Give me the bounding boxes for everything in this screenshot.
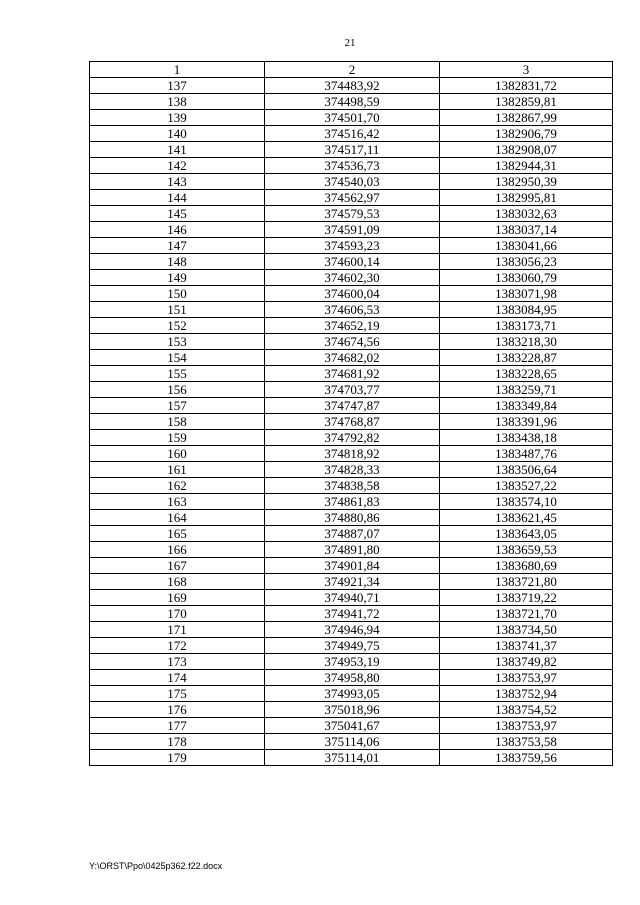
table-row xyxy=(90,254,613,270)
table-cell-col-2: 374540,03 xyxy=(265,174,440,190)
table-cell-col-3: 1383084,95 xyxy=(440,302,613,318)
table-row xyxy=(90,286,613,302)
table-cell-col-1: 145 xyxy=(90,206,265,222)
table-cell-col-3: 1382908,07 xyxy=(440,142,613,158)
table-cell-col-2: 375041,67 xyxy=(265,718,440,734)
table-cell-col-2: 374861,83 xyxy=(265,494,440,510)
table-header-row xyxy=(90,62,613,78)
table-cell-col-1: 174 xyxy=(90,670,265,686)
table-cell-col-3: 1383259,71 xyxy=(440,382,613,398)
table-cell-col-1: 156 xyxy=(90,382,265,398)
table-row xyxy=(90,494,613,510)
table-cell-col-1: 152 xyxy=(90,318,265,334)
table-cell-col-3: 1383506,64 xyxy=(440,462,613,478)
table-cell-col-2: 374682,02 xyxy=(265,350,440,366)
table-row xyxy=(90,702,613,718)
table-cell-col-3: 1383753,97 xyxy=(440,718,613,734)
table-row xyxy=(90,350,613,366)
table-cell-col-3: 1383032,63 xyxy=(440,206,613,222)
table-row xyxy=(90,302,613,318)
table-row xyxy=(90,206,613,222)
table-row xyxy=(90,190,613,206)
table-cell-col-1: 158 xyxy=(90,414,265,430)
coordinates-table xyxy=(89,61,613,766)
table-cell-col-1: 172 xyxy=(90,638,265,654)
table-cell-col-1: 177 xyxy=(90,718,265,734)
table-cell-col-3: 1383041,66 xyxy=(440,238,613,254)
table-cell-col-2: 375114,06 xyxy=(265,734,440,750)
table-row xyxy=(90,590,613,606)
table-cell-col-3: 1383218,30 xyxy=(440,334,613,350)
table-cell-col-3: 1383753,97 xyxy=(440,670,613,686)
table-cell-col-2: 374792,82 xyxy=(265,430,440,446)
table-cell-col-3: 1383438,18 xyxy=(440,430,613,446)
table-row xyxy=(90,222,613,238)
table-cell-col-1: 139 xyxy=(90,110,265,126)
table-cell-col-1: 167 xyxy=(90,558,265,574)
table-cell-col-2: 374768,87 xyxy=(265,414,440,430)
table-cell-col-3: 1383752,94 xyxy=(440,686,613,702)
table-cell-col-2: 374921,34 xyxy=(265,574,440,590)
table-cell-col-2: 374483,92 xyxy=(265,78,440,94)
table-cell-col-3: 1383759,56 xyxy=(440,750,613,766)
table-row xyxy=(90,366,613,382)
table-row xyxy=(90,174,613,190)
table-cell-col-1: 165 xyxy=(90,526,265,542)
table-row xyxy=(90,78,613,94)
table-cell-col-1: 141 xyxy=(90,142,265,158)
table-cell-col-2: 374949,75 xyxy=(265,638,440,654)
table-row xyxy=(90,398,613,414)
table-row xyxy=(90,558,613,574)
table-cell-col-2: 374602,30 xyxy=(265,270,440,286)
column-header-1: 1 xyxy=(90,62,265,78)
table-cell-col-3: 1383071,98 xyxy=(440,286,613,302)
table-row xyxy=(90,526,613,542)
table-cell-col-3: 1383643,05 xyxy=(440,526,613,542)
table-row xyxy=(90,142,613,158)
table-cell-col-3: 1383734,50 xyxy=(440,622,613,638)
table-cell-col-1: 143 xyxy=(90,174,265,190)
table-cell-col-3: 1383574,10 xyxy=(440,494,613,510)
table-row xyxy=(90,462,613,478)
table-cell-col-2: 374517,11 xyxy=(265,142,440,158)
page-number: 21 xyxy=(344,37,356,49)
table-cell-col-1: 140 xyxy=(90,126,265,142)
table-row xyxy=(90,542,613,558)
table-cell-col-1: 147 xyxy=(90,238,265,254)
table-row xyxy=(90,334,613,350)
table-cell-col-2: 374600,14 xyxy=(265,254,440,270)
table-cell-col-2: 374501,70 xyxy=(265,110,440,126)
table-cell-col-3: 1382995,81 xyxy=(440,190,613,206)
table-cell-col-2: 374940,71 xyxy=(265,590,440,606)
table-cell-col-3: 1383721,80 xyxy=(440,574,613,590)
table-cell-col-2: 375018,96 xyxy=(265,702,440,718)
table-cell-col-3: 1382831,72 xyxy=(440,78,613,94)
table-cell-col-1: 159 xyxy=(90,430,265,446)
table-row xyxy=(90,126,613,142)
table-cell-col-1: 163 xyxy=(90,494,265,510)
table-row xyxy=(90,606,613,622)
table-cell-col-1: 175 xyxy=(90,686,265,702)
table-cell-col-3: 1383060,79 xyxy=(440,270,613,286)
table-row xyxy=(90,110,613,126)
table-cell-col-2: 374498,59 xyxy=(265,94,440,110)
table-row xyxy=(90,382,613,398)
table-cell-col-1: 160 xyxy=(90,446,265,462)
table-row xyxy=(90,574,613,590)
table-row xyxy=(90,750,613,766)
table-cell-col-3: 1382950,39 xyxy=(440,174,613,190)
table-cell-col-1: 137 xyxy=(90,78,265,94)
table-cell-col-2: 374536,73 xyxy=(265,158,440,174)
column-header-3: 3 xyxy=(440,62,613,78)
table-cell-col-2: 374652,19 xyxy=(265,318,440,334)
table-cell-col-2: 374674,56 xyxy=(265,334,440,350)
table-cell-col-1: 176 xyxy=(90,702,265,718)
table-cell-col-2: 374941,72 xyxy=(265,606,440,622)
table-row xyxy=(90,686,613,702)
table-row xyxy=(90,670,613,686)
table-cell-col-1: 153 xyxy=(90,334,265,350)
table-row xyxy=(90,734,613,750)
table-cell-col-3: 1383749,82 xyxy=(440,654,613,670)
table-row xyxy=(90,270,613,286)
table-row xyxy=(90,622,613,638)
table-cell-col-1: 168 xyxy=(90,574,265,590)
table-cell-col-3: 1383754,52 xyxy=(440,702,613,718)
table-cell-col-1: 161 xyxy=(90,462,265,478)
table-row xyxy=(90,510,613,526)
table-cell-col-3: 1383037,14 xyxy=(440,222,613,238)
table-cell-col-1: 179 xyxy=(90,750,265,766)
table-cell-col-2: 374953,19 xyxy=(265,654,440,670)
table-cell-col-2: 374591,09 xyxy=(265,222,440,238)
table-cell-col-3: 1383659,53 xyxy=(440,542,613,558)
table-cell-col-1: 169 xyxy=(90,590,265,606)
table-cell-col-3: 1383741,37 xyxy=(440,638,613,654)
table-cell-col-1: 148 xyxy=(90,254,265,270)
table-cell-col-3: 1383349,84 xyxy=(440,398,613,414)
table-cell-col-1: 142 xyxy=(90,158,265,174)
table-cell-col-1: 178 xyxy=(90,734,265,750)
table-cell-col-2: 374880,86 xyxy=(265,510,440,526)
table-cell-col-1: 166 xyxy=(90,542,265,558)
table-cell-col-3: 1382867,99 xyxy=(440,110,613,126)
table-cell-col-2: 374703,77 xyxy=(265,382,440,398)
table-cell-col-2: 374901,84 xyxy=(265,558,440,574)
table-body xyxy=(90,78,613,766)
table-cell-col-2: 374887,07 xyxy=(265,526,440,542)
table-cell-col-2: 374946,94 xyxy=(265,622,440,638)
table-row xyxy=(90,446,613,462)
table-cell-col-2: 374891,80 xyxy=(265,542,440,558)
table-cell-col-3: 1383527,22 xyxy=(440,478,613,494)
table-cell-col-3: 1383621,45 xyxy=(440,510,613,526)
table-cell-col-1: 146 xyxy=(90,222,265,238)
table-cell-col-1: 138 xyxy=(90,94,265,110)
table-row xyxy=(90,718,613,734)
table-cell-col-1: 171 xyxy=(90,622,265,638)
table-cell-col-1: 164 xyxy=(90,510,265,526)
table-cell-col-1: 151 xyxy=(90,302,265,318)
table-cell-col-2: 374579,53 xyxy=(265,206,440,222)
table-cell-col-3: 1383228,65 xyxy=(440,366,613,382)
table-row xyxy=(90,430,613,446)
table-cell-col-1: 157 xyxy=(90,398,265,414)
table-cell-col-2: 374593,23 xyxy=(265,238,440,254)
table-cell-col-2: 374562,97 xyxy=(265,190,440,206)
table-cell-col-3: 1383721,70 xyxy=(440,606,613,622)
table-cell-col-3: 1383228,87 xyxy=(440,350,613,366)
table-cell-col-2: 374838,58 xyxy=(265,478,440,494)
table-cell-col-2: 374828,33 xyxy=(265,462,440,478)
table-cell-col-1: 150 xyxy=(90,286,265,302)
table-cell-col-1: 144 xyxy=(90,190,265,206)
table-cell-col-3: 1383680,69 xyxy=(440,558,613,574)
table-cell-col-2: 374958,80 xyxy=(265,670,440,686)
column-header-2: 2 xyxy=(265,62,440,78)
table-row xyxy=(90,238,613,254)
table-row xyxy=(90,638,613,654)
table-cell-col-3: 1383056,23 xyxy=(440,254,613,270)
table-cell-col-2: 374606,53 xyxy=(265,302,440,318)
table-cell-col-1: 155 xyxy=(90,366,265,382)
table-row xyxy=(90,318,613,334)
table-cell-col-1: 162 xyxy=(90,478,265,494)
table-row xyxy=(90,478,613,494)
table-cell-col-3: 1383487,76 xyxy=(440,446,613,462)
table-cell-col-2: 374818,92 xyxy=(265,446,440,462)
footer-file-path: Y:\ORST\Ppo\0425p362.f22.docx xyxy=(89,861,223,871)
table-cell-col-3: 1383391,96 xyxy=(440,414,613,430)
table-cell-col-2: 374993,05 xyxy=(265,686,440,702)
table-cell-col-1: 170 xyxy=(90,606,265,622)
table-cell-col-3: 1382944,31 xyxy=(440,158,613,174)
table-cell-col-1: 149 xyxy=(90,270,265,286)
table-cell-col-2: 374681,92 xyxy=(265,366,440,382)
table-cell-col-3: 1382906,79 xyxy=(440,126,613,142)
table-cell-col-2: 374747,87 xyxy=(265,398,440,414)
table-cell-col-2: 374516,42 xyxy=(265,126,440,142)
table-cell-col-3: 1382859,81 xyxy=(440,94,613,110)
table-row xyxy=(90,94,613,110)
table-row xyxy=(90,654,613,670)
table-cell-col-1: 154 xyxy=(90,350,265,366)
table-cell-col-3: 1383719,22 xyxy=(440,590,613,606)
table-row xyxy=(90,414,613,430)
table-cell-col-3: 1383173,71 xyxy=(440,318,613,334)
table-row xyxy=(90,158,613,174)
table-cell-col-3: 1383753,58 xyxy=(440,734,613,750)
table-cell-col-1: 173 xyxy=(90,654,265,670)
table-cell-col-2: 374600,04 xyxy=(265,286,440,302)
table-cell-col-2: 375114,01 xyxy=(265,750,440,766)
